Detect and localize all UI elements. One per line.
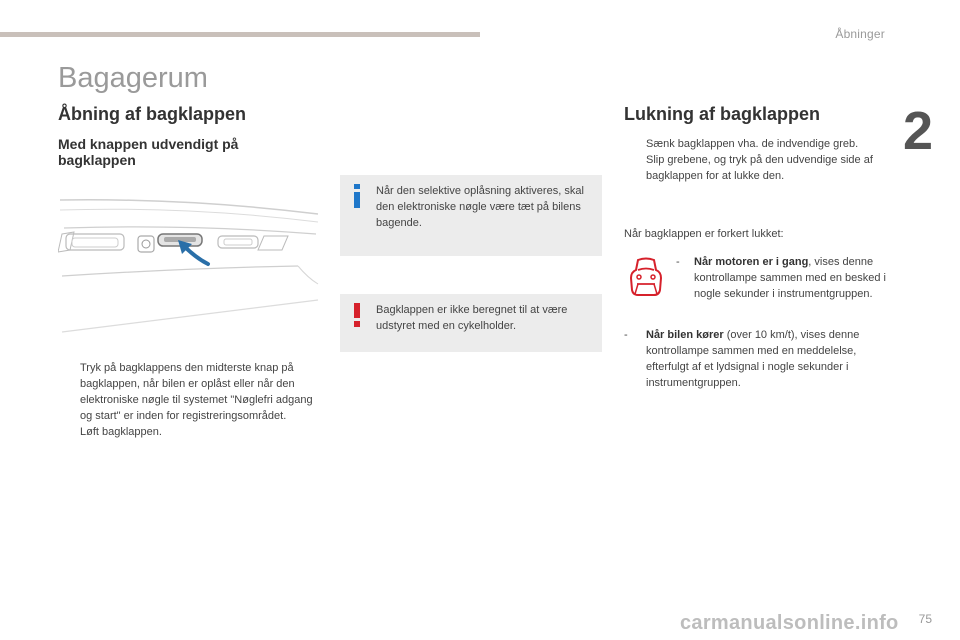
chapter-number: 2 [903,101,934,161]
info-icon [349,183,365,209]
exclamation-icon [349,302,365,328]
page-title: Bagagerum [58,62,208,94]
info-note-text: Når den selektive oplåsning aktiveres, skal den elektroniske nøgle være tæt på bilens bagende. [376,185,584,229]
opening-steps [58,360,313,440]
list-item: Løft bagklappen. [80,426,162,438]
warning-note-text: Bagklappen er ikke beregnet til at være udstyret med en cykelholder. [376,304,568,332]
list-item: Slip grebene, og tryk på den udvendige side af bagklappen for at lukke den. [646,154,873,182]
section-title: Åbninger [835,27,885,41]
info-note [340,175,602,256]
driving-text: - Når bilen kører (over 10 km/t), vises denne kontrollampe sammen med en meddelelse, efterfulgt af et lydsignal i nogle sekunder i instrumentgruppen. [624,329,860,389]
list-item: Sænk bagklappen vha. de indvendige greb. [646,138,859,150]
subheading-external-button: Med knappen udvendigt på bagklappen [58,136,239,168]
watermark: carmanualsonline.info [680,612,899,634]
wrong-close-text: Når bagklappen er forkert lukket: [624,228,784,240]
header-bar [0,32,480,37]
motor-running-text: - Når motoren er i gang, vises denne kontrollampe sammen med en besked i nogle sekunder i instrumentgruppen. [676,256,886,300]
car-open-tailgate-warning-icon [628,256,664,298]
warning-note [340,294,602,352]
page-number: 75 [918,612,932,626]
curved-arrow-icon [184,246,208,264]
heading-opening: Åbning af bagklappen [58,104,247,124]
heading-closing: Lukning af bagklappen [624,104,821,124]
closing-steps [624,136,892,184]
list-item: Tryk på bagklappens den midterste knap på bagklappen, når bilen er oplåst eller når den elektroniske nøgle til systemet "Nøglefri adgang og start" er inden for registreringsområdet. [80,362,313,422]
tailgate-button-illustration [58,192,320,334]
